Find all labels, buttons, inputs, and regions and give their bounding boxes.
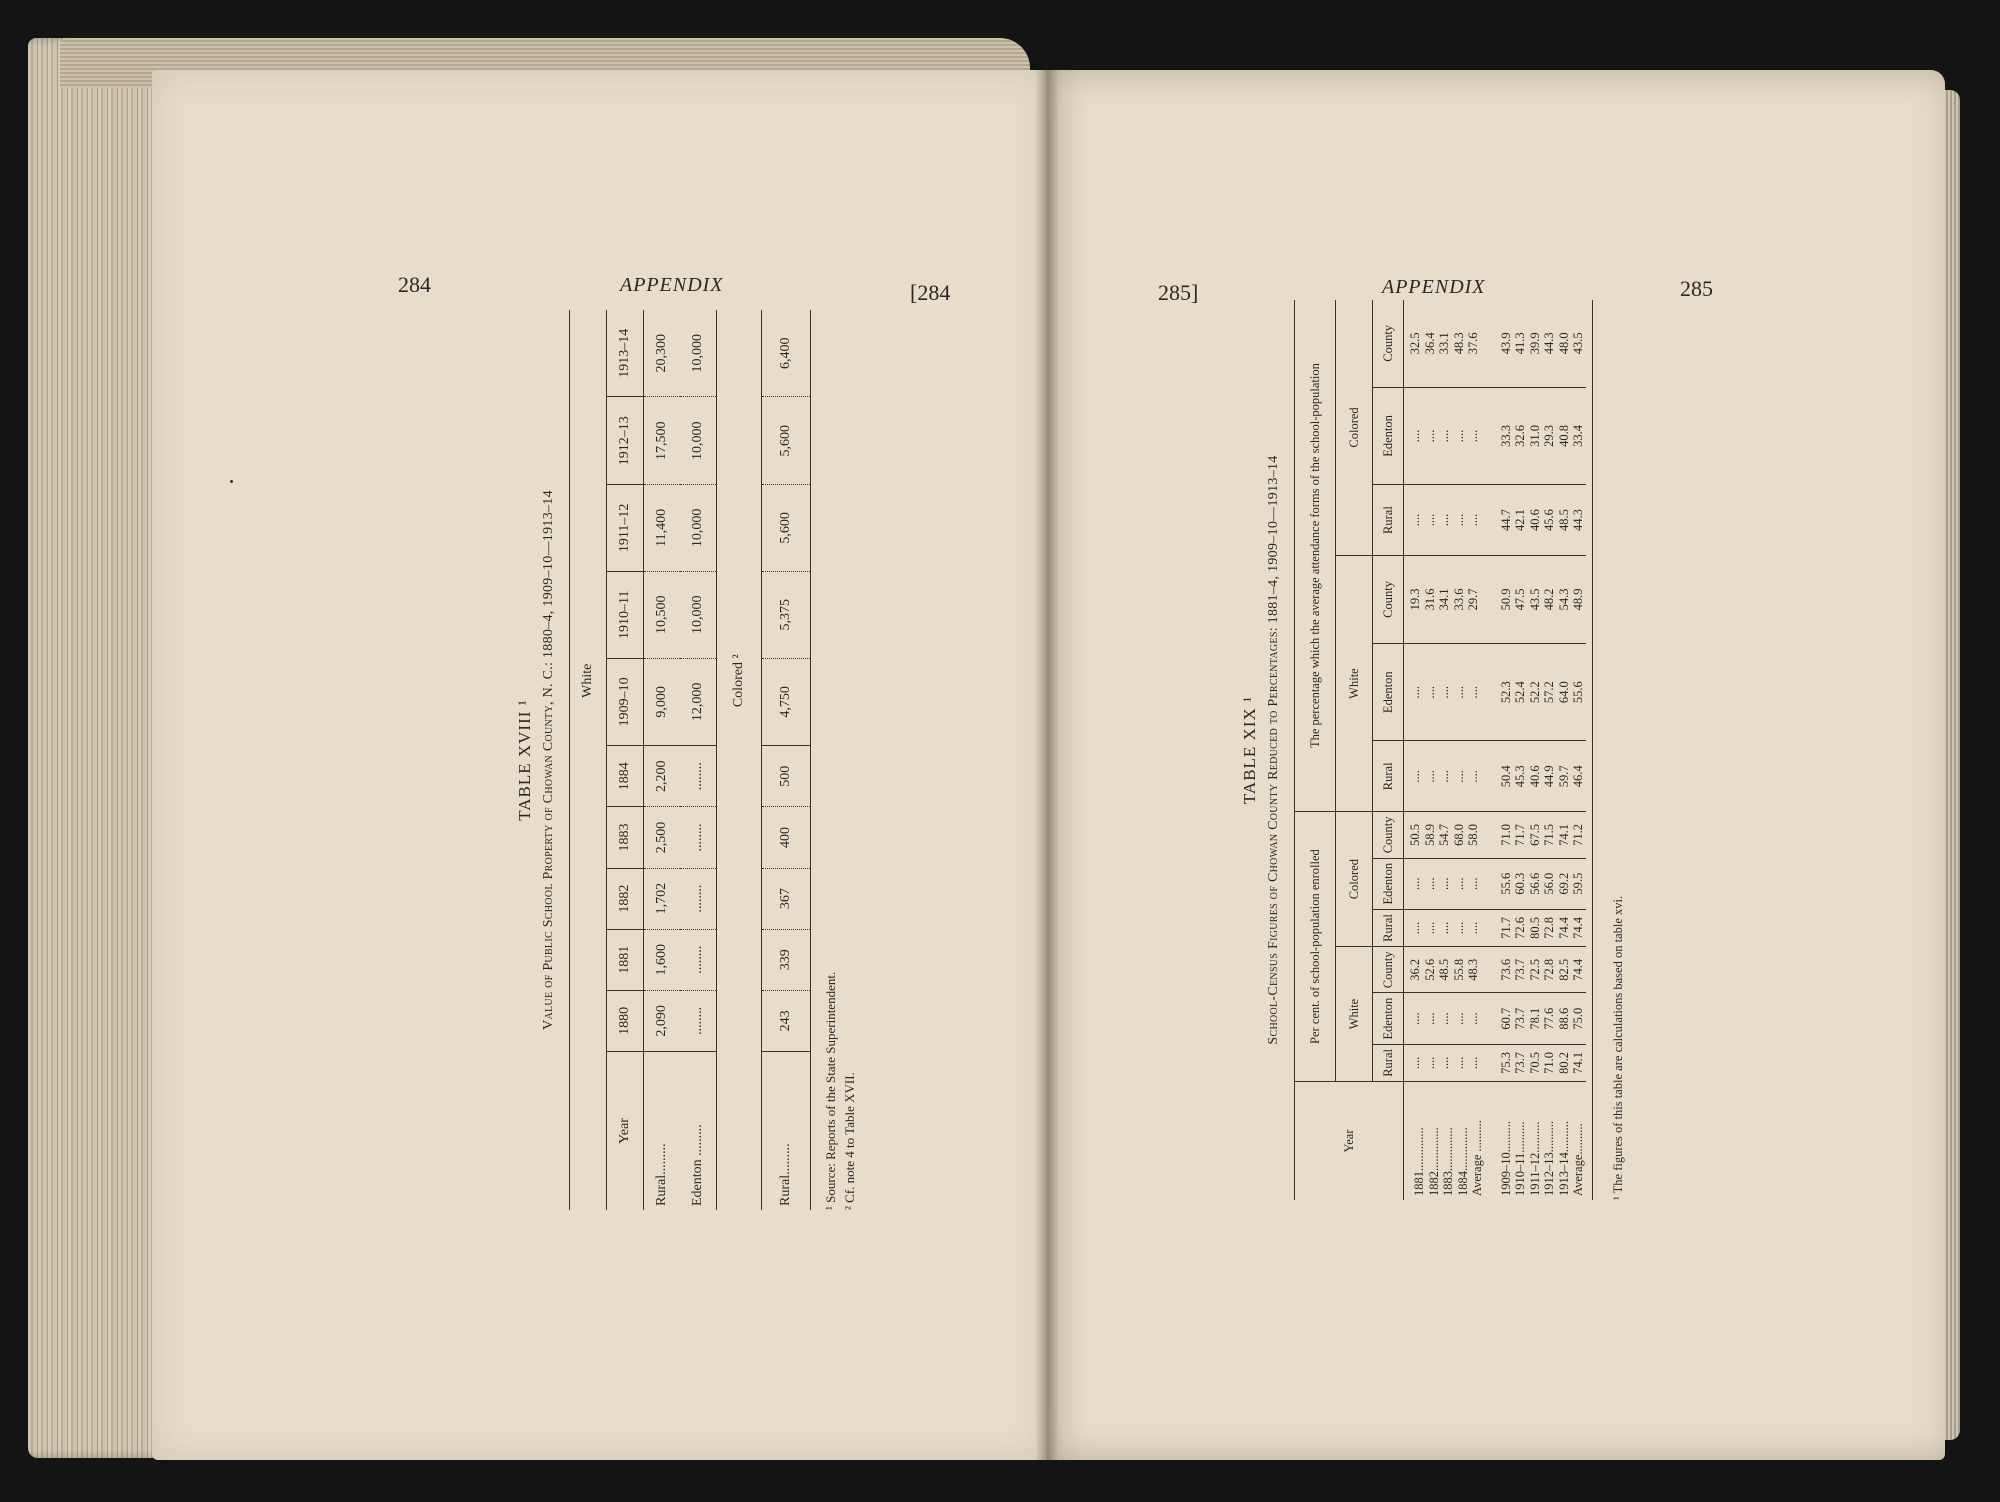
table-19-block-1881-1884 bbox=[1404, 300, 1485, 1200]
table-19-race-row bbox=[1336, 300, 1373, 1200]
table-18-col-header: 1882 bbox=[607, 868, 644, 929]
year-label: 1882.............. bbox=[1426, 1127, 1441, 1196]
col-values: 71.0 71.7 67.5 71.5 74.1 71.2 bbox=[1485, 812, 1586, 858]
year-label: Average.......... bbox=[1571, 1123, 1585, 1196]
table-cell: 10,000 bbox=[680, 310, 717, 397]
table-cell: 9,000 bbox=[644, 658, 681, 746]
table-18-col-header: 1912–13 bbox=[607, 397, 644, 485]
col-header-county: County bbox=[1381, 324, 1395, 362]
left-running-head: APPENDIX bbox=[620, 274, 724, 296]
table-cell: 243 bbox=[762, 990, 811, 1051]
col-values: 73.6 73.7 72.5 72.8 82.5 74.4 bbox=[1485, 947, 1586, 993]
table-cell: 5,375 bbox=[762, 571, 811, 658]
left-bracket-number: [284 bbox=[910, 280, 951, 305]
left-page-number: 284 bbox=[398, 272, 431, 297]
table-cell: 500 bbox=[762, 746, 811, 807]
table-18-col-header: 1913–14 bbox=[607, 310, 644, 397]
table-18-colored-label: Colored ² bbox=[731, 654, 746, 708]
table-19-year-header: Year bbox=[1295, 1082, 1404, 1201]
table-cell: 2,200 bbox=[644, 746, 681, 807]
table-cell: 10,000 bbox=[680, 571, 717, 658]
table-cell: 1,702 bbox=[644, 868, 681, 929]
year-label: 1881.............. bbox=[1412, 1127, 1426, 1196]
row-label: Rural......... bbox=[654, 1143, 669, 1206]
table-19-attend-colored: Colored bbox=[1347, 407, 1361, 448]
col-values: 55.6 60.3 56.6 56.0 69.2 59.5 bbox=[1485, 858, 1586, 909]
table-19-enrolled-white: White bbox=[1336, 947, 1373, 1082]
table-18-col-header: 1881 bbox=[607, 929, 644, 990]
col-header-edenton: Edenton bbox=[1373, 858, 1404, 909]
table-18-title: Value of Public School Property of Chowan County, N. C.: 1880–4, 1909–10—1913–14 bbox=[541, 490, 556, 1030]
table-cell: ........ bbox=[680, 746, 717, 807]
col-header-county: County bbox=[1373, 555, 1404, 643]
table-cell: 11,400 bbox=[644, 485, 681, 572]
year-label: 1884.............. bbox=[1455, 1127, 1470, 1196]
table-cell: 10,000 bbox=[680, 397, 717, 485]
year-label: 1912–13.......... bbox=[1542, 1121, 1556, 1196]
table-cell: ........ bbox=[680, 868, 717, 929]
col-header-edenton: Edenton bbox=[1373, 387, 1404, 484]
table-cell: 4,750 bbox=[762, 658, 811, 746]
right-bracket-number: 285] bbox=[1158, 280, 1199, 305]
table-cell: ........ bbox=[680, 929, 717, 990]
table-19-block-1909-1914 bbox=[1485, 300, 1586, 1200]
col-values: .... .... .... .... .... bbox=[1404, 909, 1485, 946]
table-cell: 10,000 bbox=[680, 485, 717, 572]
col-values: .... .... .... .... .... bbox=[1404, 741, 1485, 812]
row-label: Edenton ......... bbox=[690, 1124, 705, 1206]
table-19-title: School-Census Figures of Chowan County Reduced to Percentages: 1881–4, 1909–10—1913–14 bbox=[1266, 455, 1281, 1045]
col-values: .... .... .... .... .... bbox=[1404, 858, 1485, 909]
year-label: 1883.............. bbox=[1441, 1127, 1455, 1196]
table-19 bbox=[1295, 300, 1586, 1200]
table-19-block bbox=[1240, 300, 1628, 1200]
year-label: Average .......... bbox=[1470, 1120, 1484, 1196]
table-cell: 17,500 bbox=[644, 397, 681, 485]
year-list-b bbox=[1499, 1086, 1586, 1196]
col-values: 44.7 42.1 40.6 45.6 48.5 44.3 bbox=[1485, 485, 1586, 556]
table-19-enrolled-colored: Colored bbox=[1336, 812, 1373, 947]
table-19-footnote: ¹ The figures of this table are calculations based on table xvi. bbox=[1610, 895, 1625, 1200]
table-18-white-label: White bbox=[580, 663, 595, 698]
table-cell: 5,600 bbox=[762, 397, 811, 485]
col-values: 19.3 31.6 34.1 33.6 29.7 bbox=[1404, 555, 1485, 643]
table-18-col-header: 1911–12 bbox=[607, 485, 644, 572]
table-cell: ........ bbox=[680, 807, 717, 868]
col-values: 75.3 73.7 70.5 71.0 80.2 74.1 bbox=[1485, 1044, 1586, 1081]
col-header-rural: Rural bbox=[1373, 485, 1404, 556]
year-label: 1910–11.......... bbox=[1513, 1121, 1527, 1196]
col-values: .... .... .... .... .... bbox=[1404, 485, 1485, 556]
table-18-white-group-row bbox=[570, 310, 607, 1210]
book-gutter bbox=[1035, 70, 1059, 1460]
col-header-rural: Rural bbox=[1373, 741, 1404, 812]
col-values: .... .... .... .... .... bbox=[1404, 387, 1485, 484]
year-label: 1911–12.......... bbox=[1527, 1121, 1542, 1196]
col-values: 60.7 73.7 78.1 77.6 88.6 75.0 bbox=[1485, 993, 1586, 1044]
col-values: 43.9 41.3 39.9 44.3 48.0 43.5 bbox=[1498, 332, 1585, 355]
col-values: .... .... .... .... .... bbox=[1404, 993, 1485, 1044]
table-18-row-white-edenton bbox=[680, 310, 717, 1210]
table-18-header-row bbox=[607, 310, 644, 1210]
table-18-footnote-1: ¹ Source: Reports of the State Superintendent. bbox=[823, 971, 838, 1210]
col-header-county: County bbox=[1373, 947, 1404, 993]
ink-speck bbox=[230, 480, 233, 483]
col-header-rural: Rural bbox=[1373, 909, 1404, 946]
col-values: 50.4 45.3 40.6 44.9 59.7 46.4 bbox=[1485, 741, 1586, 812]
table-18-col-header: 1883 bbox=[607, 807, 644, 868]
col-values: 50.9 47.5 43.5 48.2 54.3 48.9 bbox=[1485, 555, 1586, 643]
table-19-group-attendance: The percentage which the average attendance forms of the school-population bbox=[1308, 363, 1322, 749]
col-values: 71.7 72.6 80.5 72.8 74.4 74.4 bbox=[1485, 909, 1586, 946]
table-cell: 367 bbox=[762, 868, 811, 929]
table-18-col-header: 1884 bbox=[607, 746, 644, 807]
table-cell: 10,500 bbox=[644, 571, 681, 658]
year-label: 1909–10.......... bbox=[1498, 1121, 1513, 1196]
col-values: 50.5 58.9 54.7 68.0 58.0 bbox=[1404, 812, 1485, 858]
col-values: .... .... .... .... .... bbox=[1404, 644, 1485, 741]
col-values: 36.2 52.6 48.5 55.8 48.3 bbox=[1404, 947, 1485, 993]
col-header-edenton: Edenton bbox=[1373, 993, 1404, 1044]
table-18-block bbox=[515, 310, 859, 1210]
table-cell: 12,000 bbox=[680, 658, 717, 746]
col-values: 52.3 52.4 52.2 57.2 64.0 55.6 bbox=[1485, 644, 1586, 741]
table-18-footnotes bbox=[821, 310, 859, 1210]
table-cell: 400 bbox=[762, 807, 811, 868]
table-cell: 20,300 bbox=[644, 310, 681, 397]
table-18-col-header: 1909–10 bbox=[607, 658, 644, 746]
table-18-label: TABLE XVIII ¹ bbox=[515, 699, 534, 821]
table-18-bottom-rule bbox=[810, 310, 811, 1210]
table-18 bbox=[570, 310, 810, 1210]
col-values: 33.3 32.6 31.0 29.3 40.8 33.4 bbox=[1485, 387, 1586, 484]
table-19-label: TABLE XIX ¹ bbox=[1240, 695, 1259, 805]
table-19-group-enrolled: Per cent. of school-population enrolled bbox=[1295, 812, 1336, 1082]
col-header-edenton: Edenton bbox=[1373, 644, 1404, 741]
table-cell: 2,090 bbox=[644, 990, 681, 1051]
table-19-bottom-rule bbox=[1592, 300, 1593, 1200]
table-18-col-header: 1910–11 bbox=[607, 571, 644, 658]
table-18-colored-group-row bbox=[717, 310, 762, 1210]
year-list-a bbox=[1412, 1086, 1485, 1196]
table-cell: 1,600 bbox=[644, 929, 681, 990]
year-label: 1913–14.......... bbox=[1556, 1121, 1571, 1196]
table-cell: 6,400 bbox=[762, 310, 811, 397]
right-page-number: 285 bbox=[1680, 276, 1713, 301]
table-cell: ........ bbox=[680, 990, 717, 1051]
col-values: .... .... .... .... .... bbox=[1404, 1044, 1485, 1081]
table-19-group-row bbox=[1295, 300, 1336, 1200]
row-label: Rural......... bbox=[778, 1143, 793, 1206]
col-header-rural: Rural bbox=[1373, 1044, 1404, 1081]
col-values: 32.5 36.4 33.1 48.3 37.6 bbox=[1408, 332, 1480, 355]
table-cell: 2,500 bbox=[644, 807, 681, 868]
table-18-col-header: 1880 bbox=[607, 990, 644, 1051]
table-18-footnote-2: ² Cf. note 4 to Table XVII. bbox=[842, 1072, 857, 1210]
table-cell: 339 bbox=[762, 929, 811, 990]
right-running-head: APPENDIX bbox=[1382, 276, 1486, 298]
table-19-col-row bbox=[1373, 300, 1404, 1200]
table-18-row-white-rural bbox=[644, 310, 681, 1210]
table-cell: 5,600 bbox=[762, 485, 811, 572]
table-18-year-header: Year bbox=[617, 1118, 632, 1144]
col-header-county: County bbox=[1373, 812, 1404, 858]
table-18-row-colored-rural bbox=[762, 310, 811, 1210]
table-19-attend-white: White bbox=[1336, 555, 1373, 811]
